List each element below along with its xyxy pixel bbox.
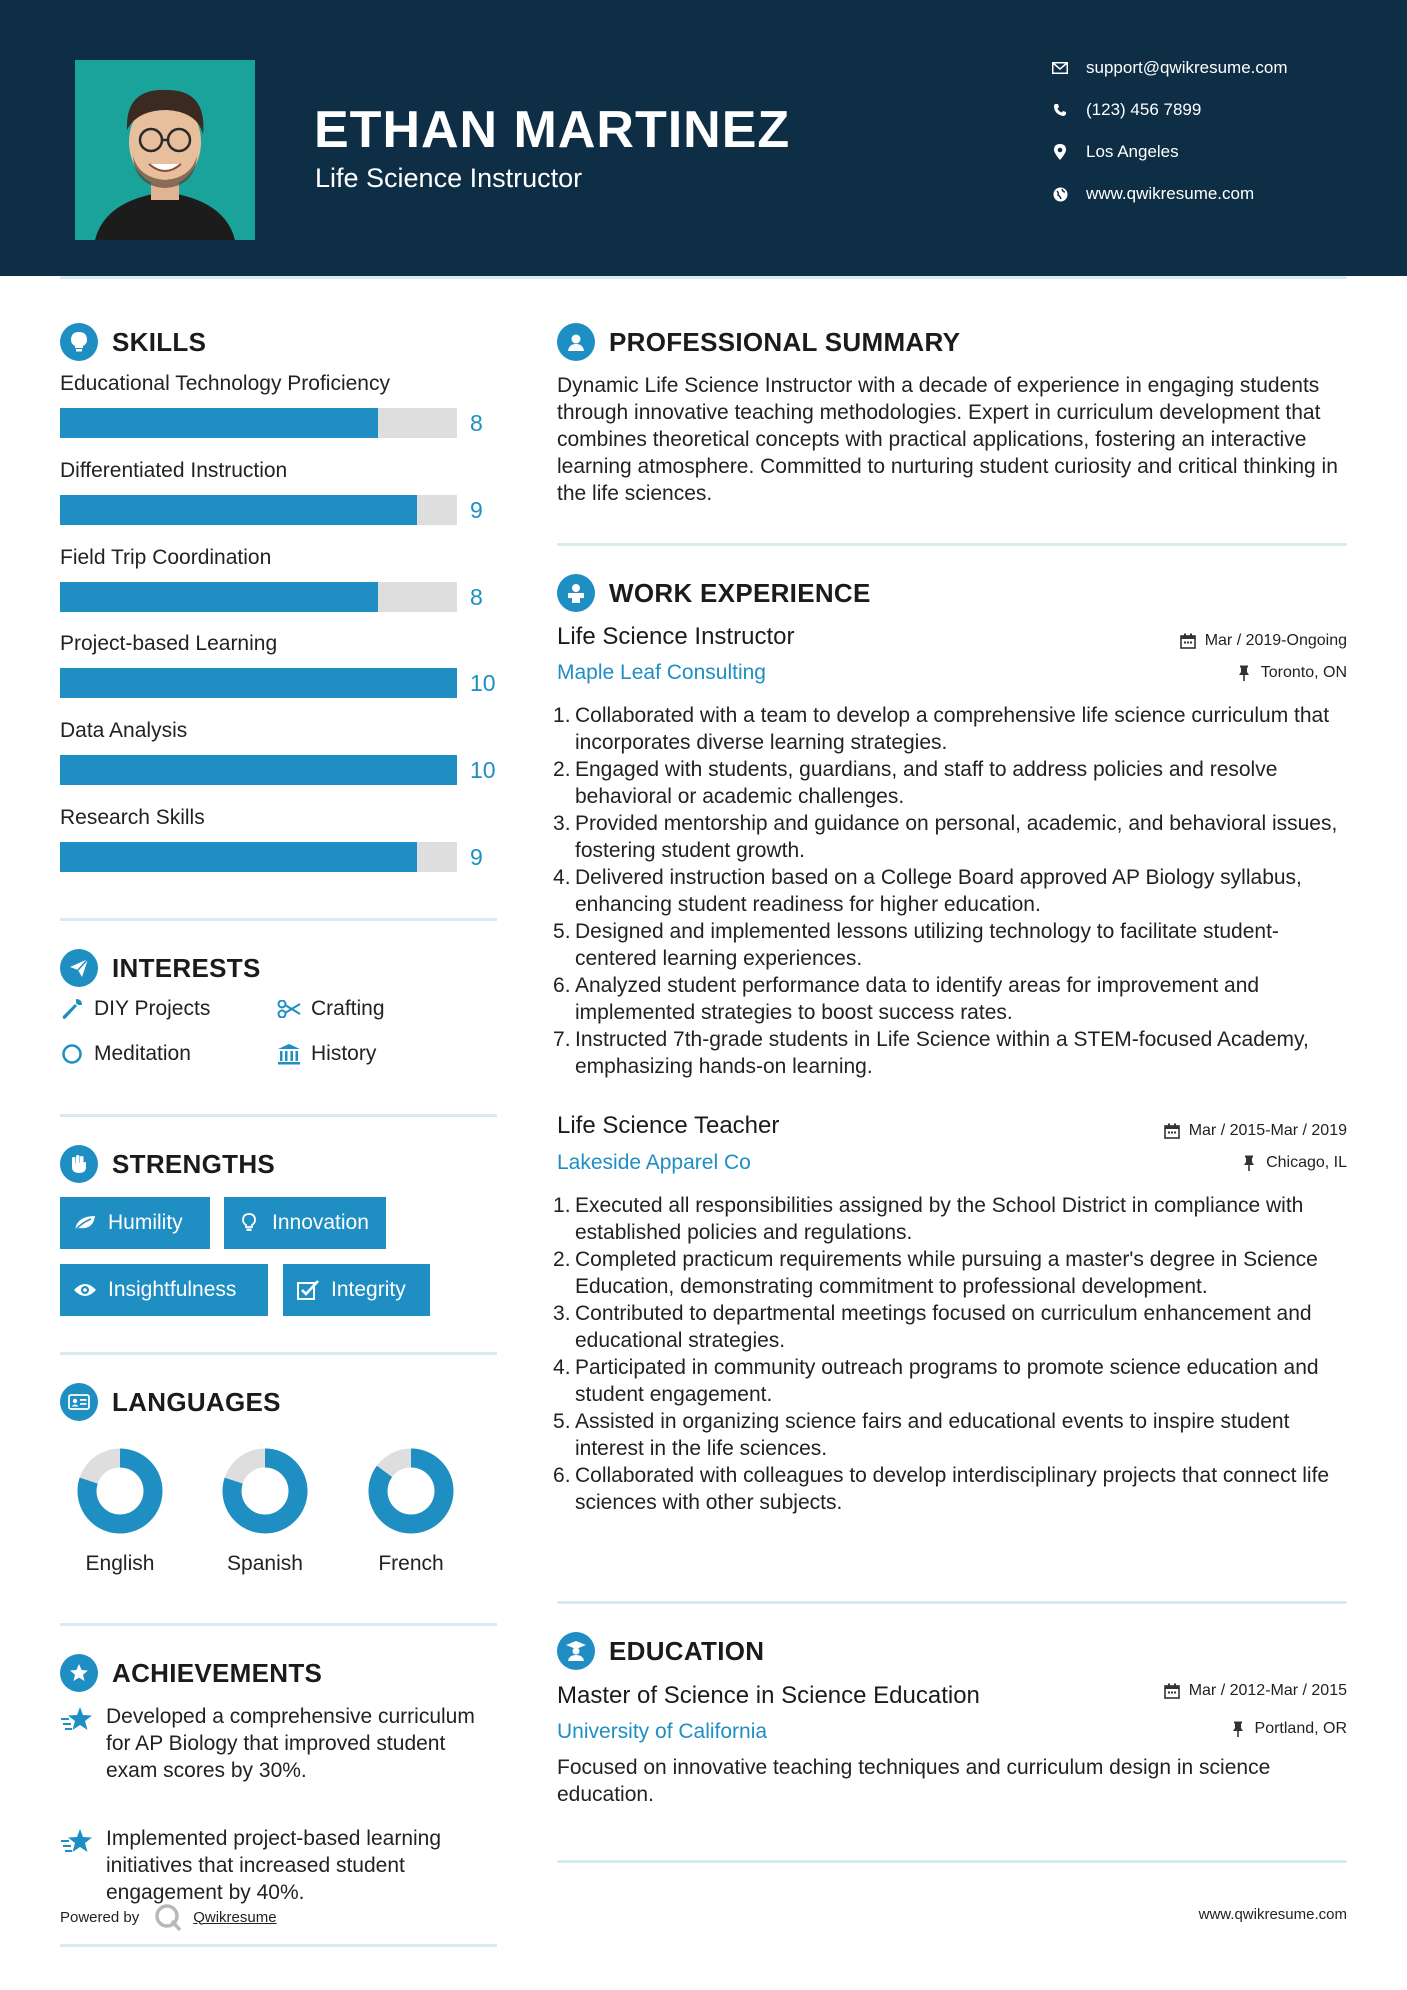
phone-icon xyxy=(1050,100,1070,120)
list-item: Contributed to departmental meetings focused on curriculum enhancement and educational strategies. xyxy=(575,1302,1312,1352)
star-badge-icon xyxy=(60,1654,98,1692)
calendar-icon xyxy=(1163,1122,1181,1140)
strength-chip xyxy=(60,1197,210,1249)
contact-website[interactable] xyxy=(1050,184,1254,204)
list-item: Assisted in organizing science fairs and educational events to inspire student interest in the life sciences. xyxy=(575,1410,1290,1460)
strength-chip xyxy=(60,1264,268,1316)
skill-value: 9 xyxy=(470,497,483,523)
shooting-star-icon xyxy=(60,1827,94,1857)
strength-chip xyxy=(283,1264,430,1316)
leaf-icon xyxy=(72,1212,98,1234)
skills-heading-text: SKILLS xyxy=(112,326,207,357)
section-divider xyxy=(60,918,497,921)
interests-heading xyxy=(60,949,261,987)
skill-bar xyxy=(60,408,457,438)
job-location-text: Toronto, ON xyxy=(1260,664,1347,681)
interest-item xyxy=(60,997,210,1021)
languages-heading xyxy=(60,1383,281,1421)
section-divider xyxy=(60,1352,497,1355)
skill-label: Research Skills xyxy=(60,806,205,829)
strength-label: Insightfulness xyxy=(108,1278,237,1301)
skill-bar xyxy=(60,668,457,698)
list-item: Instructed 7th-grade students in Life Science within a STEM-focused Academy, emphasizing hands-on learning. xyxy=(575,1028,1309,1078)
contact-location-text: Los Angeles xyxy=(1086,142,1179,161)
lightbulb-icon xyxy=(60,323,98,361)
calendar-icon xyxy=(1163,1682,1181,1700)
skill-bar xyxy=(60,755,457,785)
skill-label: Project-based Learning xyxy=(60,632,278,655)
school-name[interactable]: University of California xyxy=(557,1720,768,1743)
checkbox-icon xyxy=(295,1279,321,1301)
education-heading-text: EDUCATION xyxy=(609,1635,765,1666)
resume-header xyxy=(0,0,1407,276)
company-name[interactable]: Maple Leaf Consulting xyxy=(557,661,766,684)
interest-item xyxy=(277,997,385,1021)
skill-label: Field Trip Coordination xyxy=(60,546,272,569)
skill-value: 10 xyxy=(470,670,496,696)
achievements-heading xyxy=(60,1654,322,1692)
list-item: Delivered instruction based on a College Board approved AP Biology syllabus, enhancing student readiness for higher education. xyxy=(575,866,1302,916)
job-dates-text: Mar / 2015-Mar / 2019 xyxy=(1188,1122,1347,1139)
responsibility-list xyxy=(575,1192,1355,1516)
section-divider xyxy=(557,1601,1347,1604)
job-title: Life Science Teacher xyxy=(557,1112,780,1139)
user-icon xyxy=(557,323,595,361)
skill-bar-fill xyxy=(60,495,417,525)
skill-label: Educational Technology Proficiency xyxy=(60,372,390,395)
contact-email[interactable] xyxy=(1050,58,1288,78)
section-divider xyxy=(60,1944,497,1947)
achievement-item xyxy=(60,1703,500,1784)
job-dates xyxy=(1163,1122,1347,1140)
strength-label: Integrity xyxy=(331,1278,406,1301)
interest-label: History xyxy=(311,1042,377,1065)
graduate-icon xyxy=(557,1632,595,1670)
shooting-star-icon xyxy=(60,1705,94,1735)
skill-bar-fill xyxy=(60,755,457,785)
achievements-heading-text: ACHIEVEMENTS xyxy=(112,1657,323,1688)
summary-text: Dynamic Life Science Instructor with a decade of experience in engaging students through innovative teaching methodologies. Expert in curriculum development that combines theoretical concepts with practical applications, fostering an interactive learning atmosphere. Committed to nurturing student curiosity and critical thinking in the life sciences. xyxy=(557,374,1338,505)
education-location xyxy=(1229,1720,1347,1738)
interest-label: Meditation xyxy=(94,1042,191,1065)
strength-chip xyxy=(224,1197,386,1249)
job-dates-text: Mar / 2019-Ongoing xyxy=(1204,632,1347,649)
summary-heading-text: PROFESSIONAL SUMMARY xyxy=(609,326,961,357)
section-divider xyxy=(60,1623,497,1626)
list-item: Collaborated with colleagues to develop interdisciplinary projects that connect life sciences with other subjects. xyxy=(575,1464,1330,1514)
fist-icon xyxy=(60,1145,98,1183)
profile-photo xyxy=(75,60,255,240)
education-location-text: Portland, OR xyxy=(1254,1720,1347,1737)
contact-location xyxy=(1050,142,1179,162)
strengths-heading xyxy=(60,1145,275,1183)
interests-heading-text: INTERESTS xyxy=(112,952,261,983)
skill-value: 8 xyxy=(470,410,483,436)
scissors-icon xyxy=(277,997,301,1021)
candidate-name: ETHAN MARTINEZ xyxy=(314,101,791,159)
skill-bar xyxy=(60,582,457,612)
pushpin-icon xyxy=(1240,1154,1258,1172)
language-label: Spanish xyxy=(227,1552,303,1575)
contact-email-text: support@qwikresume.com xyxy=(1086,58,1288,77)
section-divider xyxy=(557,543,1347,546)
skill-bar-fill xyxy=(60,408,378,438)
achievement-text: Developed a comprehensive curriculum for AP Biology that improved student exam scores by 30%. xyxy=(106,1705,475,1782)
globe-icon xyxy=(1050,184,1070,204)
contact-website-text: www.qwikresume.com xyxy=(1086,184,1255,203)
skill-value: 8 xyxy=(470,584,483,610)
language-donut xyxy=(55,1426,185,1556)
wrench-icon xyxy=(60,997,84,1021)
strength-label: Humility xyxy=(108,1211,183,1234)
skill-bar xyxy=(60,495,457,525)
list-item: Completed practicum requirements while pursuing a master's degree in Science Education, demonstrating commitment to professional development. xyxy=(575,1248,1318,1298)
powered-by-text: Powered by xyxy=(60,1908,140,1926)
eye-icon xyxy=(72,1279,98,1301)
skill-value: 9 xyxy=(470,844,483,870)
summary-heading xyxy=(557,323,960,361)
skill-value: 10 xyxy=(470,757,496,783)
skill-bar-fill xyxy=(60,842,417,872)
calendar-icon xyxy=(1179,632,1197,650)
interest-label: DIY Projects xyxy=(94,997,211,1020)
footer-url[interactable]: www.qwikresume.com xyxy=(1198,1906,1347,1923)
interest-label: Crafting xyxy=(311,997,385,1020)
education-heading xyxy=(557,1632,764,1670)
list-item: Collaborated with a team to develop a comprehensive life science curriculum that incorporates diverse learning strategies. xyxy=(575,704,1330,754)
education-dates-text: Mar / 2012-Mar / 2015 xyxy=(1188,1682,1347,1699)
language-donut xyxy=(200,1426,330,1556)
paper-plane-icon xyxy=(60,949,98,987)
language-donut xyxy=(346,1426,476,1556)
interest-item xyxy=(60,1042,191,1066)
job-location xyxy=(1240,1154,1347,1172)
qwikresume-logo-icon xyxy=(153,1902,183,1932)
list-item: Analyzed student performance data to identify areas for improvement and implemented strategies to boost success rates. xyxy=(575,974,1260,1024)
experience-heading-text: WORK EXPERIENCE xyxy=(609,577,871,608)
skill-bar-fill xyxy=(60,668,457,698)
museum-icon xyxy=(277,1042,301,1066)
list-item: Designed and implemented lessons utilizing technology to facilitate student-centered learning experiences. xyxy=(575,920,1279,970)
skills-heading xyxy=(60,323,206,361)
powered-by xyxy=(60,1902,277,1932)
circle-icon xyxy=(60,1042,84,1066)
pushpin-icon xyxy=(1229,1720,1247,1738)
education-dates xyxy=(1163,1682,1347,1700)
pushpin-icon xyxy=(1235,664,1253,682)
list-item: Provided mentorship and guidance on personal, academic, and behavioral issues, fostering student growth. xyxy=(575,812,1338,862)
list-item: Participated in community outreach programs to promote science education and student engagement. xyxy=(575,1356,1319,1406)
skill-label: Data Analysis xyxy=(60,719,188,742)
lightbulb-icon xyxy=(236,1212,262,1234)
company-name[interactable]: Lakeside Apparel Co xyxy=(557,1151,751,1174)
achievement-text: Implemented project-based learning initiatives that increased student engagement by 40%. xyxy=(106,1827,442,1904)
id-card-icon xyxy=(60,1383,98,1421)
job-title: Life Science Instructor xyxy=(557,623,795,650)
list-item: Executed all responsibilities assigned by the School District in compliance with established policies and regulations. xyxy=(575,1194,1304,1244)
list-item: Engaged with students, guardians, and staff to address policies and resolve behavioral or academic challenges. xyxy=(575,758,1278,808)
skill-bar-fill xyxy=(60,582,378,612)
language-label: French xyxy=(378,1552,444,1575)
degree-title: Master of Science in Science Education xyxy=(557,1682,980,1709)
languages-heading-text: LANGUAGES xyxy=(112,1386,281,1417)
candidate-title: Life Science Instructor xyxy=(315,163,583,193)
interest-item xyxy=(277,1042,376,1066)
job-dates xyxy=(1179,632,1347,650)
section-divider xyxy=(60,1114,497,1117)
envelope-icon xyxy=(1050,58,1070,78)
achievement-item xyxy=(60,1825,500,1906)
strengths-heading-text: STRENGTHS xyxy=(112,1148,276,1179)
skill-label: Differentiated Instruction xyxy=(60,459,288,482)
skill-bar xyxy=(60,842,457,872)
language-label: English xyxy=(85,1552,155,1575)
section-divider xyxy=(557,1860,1347,1863)
contact-phone-text: (123) 456 7899 xyxy=(1086,100,1202,119)
qwikresume-link[interactable]: Qwikresume xyxy=(193,1908,277,1926)
header-divider xyxy=(60,276,1347,279)
strength-label: Innovation xyxy=(272,1211,369,1234)
education-description: Focused on innovative teaching techniques and curriculum design in science education. xyxy=(557,1756,1271,1806)
podium-icon xyxy=(557,574,595,612)
experience-heading xyxy=(557,574,871,612)
job-location xyxy=(1235,664,1347,682)
responsibility-list xyxy=(575,702,1355,1080)
contact-phone[interactable] xyxy=(1050,100,1201,120)
job-location-text: Chicago, IL xyxy=(1266,1154,1347,1171)
map-pin-icon xyxy=(1050,142,1070,162)
